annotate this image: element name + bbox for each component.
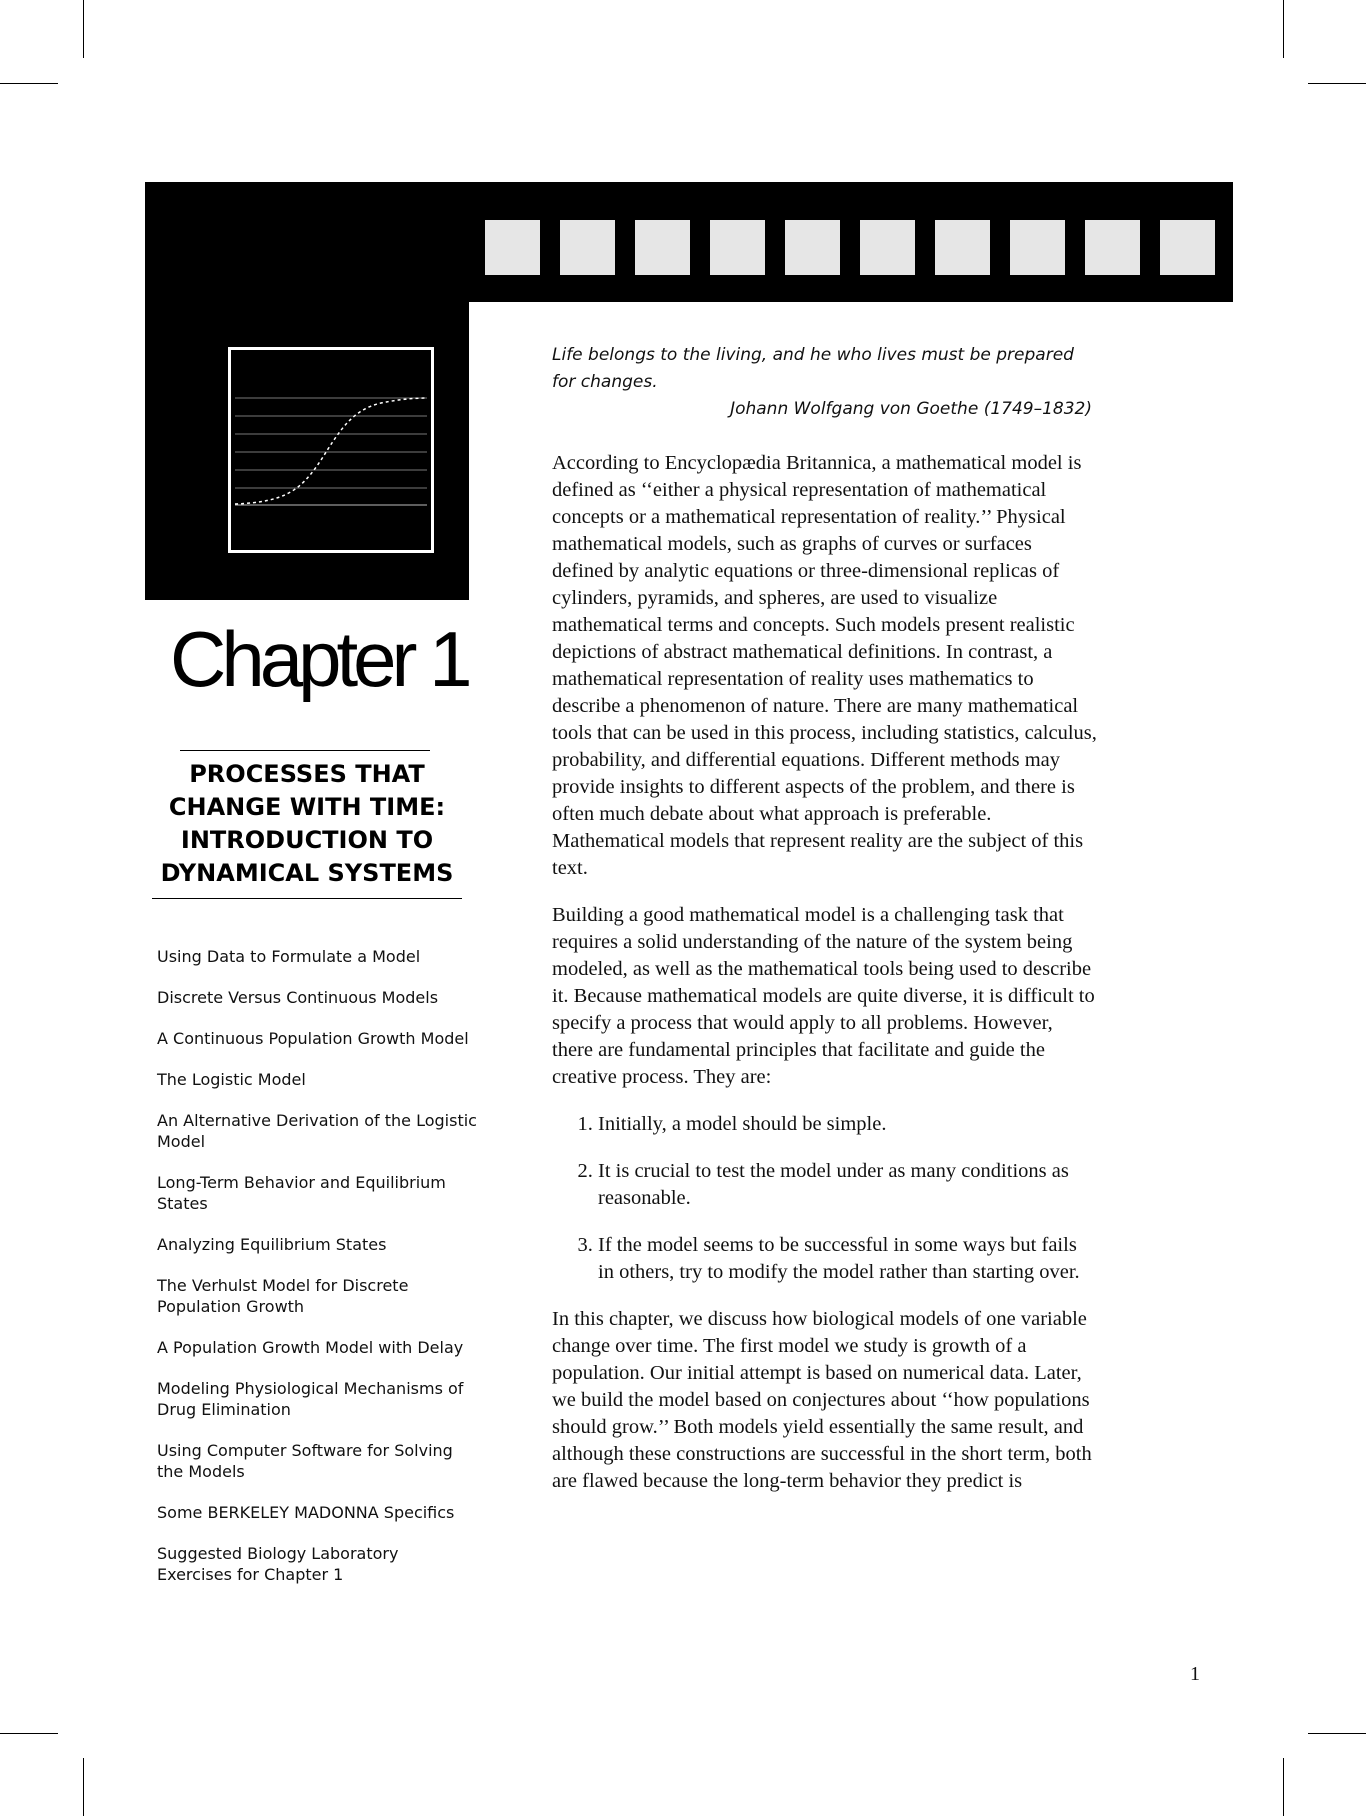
- crop-mark: [1283, 0, 1284, 58]
- crop-mark: [83, 1758, 84, 1816]
- paragraph: According to Encyclopædia Britannica, a mathematical model is defined as ‘‘either a physical representation of mathematical concepts or a mathematical representation of reality.’’ Physical mathematical models, such as graphs of curves or surfaces defined by analytic equations or three-dimensional replicas of cylinders, pyramids, and spheres, are used to visualize mathematical terms and concepts. Such models present realistic depictions of abstract mathematical definitions. In contrast, a mathematical representation of reality uses mathematics to describe a phenomenon of nature. There are many mathematical tools that can be used in this process, including statistics, calculus, probability, and differential equations. Different methods may provide insights to different aspects of the problem, and there is often much debate about what approach is preferable. Mathematical models that represent reality are the subject of this text.: [552, 452, 1097, 879]
- toc-item: Some BERKELEY MADONNA Specifics: [157, 1503, 455, 1522]
- logistic-curve-illustration: [228, 347, 434, 553]
- toc-item: The Verhulst Model for Discrete Population Growth: [157, 1276, 409, 1316]
- toc-item: Long-Term Behavior and Equilibrium States: [157, 1173, 446, 1213]
- chapter-title: PROCESSES THAT CHANGE WITH TIME: INTRODUCTION TO DYNAMICAL SYSTEMS: [160, 760, 454, 887]
- film-strip-square: [560, 220, 615, 275]
- toc-item: Analyzing Equilibrium States: [157, 1235, 387, 1254]
- chapter-heading: Chapter 1: [170, 615, 468, 703]
- crop-mark: [1283, 1758, 1284, 1816]
- film-strip-square: [860, 220, 915, 275]
- list-item: 1. Initially, a model should be simple.: [598, 1111, 1097, 1138]
- crop-mark: [0, 83, 58, 84]
- crop-mark: [1308, 1733, 1366, 1734]
- toc-item: Modeling Physiological Mechanisms of Drug Elimination: [157, 1379, 464, 1419]
- film-strip-square: [1010, 220, 1065, 275]
- film-strip-square: [1085, 220, 1140, 275]
- paragraph: Building a good mathematical model is a challenging task that requires a solid understanding of the nature of the system being modeled, as well as the mathematical tools being used to describe it. Because mathematical models are quite diverse, it is difficult to specify a process that would apply to all problems. However, there are fundamental principles that facilitate and guide the creative process. They are:: [552, 904, 1095, 1088]
- chapter-contents: [157, 946, 477, 1605]
- epigraph: [552, 342, 1092, 423]
- toc-item: Using Computer Software for Solving the Models: [157, 1441, 453, 1481]
- crop-mark: [83, 0, 84, 58]
- epigraph-attribution: Johann Wolfgang von Goethe (1749–1832): [730, 399, 1092, 419]
- toc-item: A Continuous Population Growth Model: [157, 1029, 469, 1048]
- toc-item: Suggested Biology Laboratory Exercises for Chapter 1: [157, 1544, 399, 1584]
- title-rule-top: [180, 750, 430, 751]
- title-rule-bottom: [152, 898, 462, 899]
- paragraph: In this chapter, we discuss how biological models of one variable change over time. The first model we study is growth of a population. Our initial attempt is based on numerical data. Later, we build the model based on conjectures about ‘‘how populations should grow.’’ Both models yield essentially the same result, and although these constructions are successful in the short term, both are flawed because the long-term behavior they predict is: [552, 1308, 1092, 1492]
- toc-item: Discrete Versus Continuous Models: [157, 988, 439, 1007]
- crop-mark: [1308, 83, 1366, 84]
- list-item: 3. If the model seems to be successful in some ways but fails in others, try to modify the model rather than starting over.: [598, 1232, 1097, 1286]
- film-strip-square: [935, 220, 990, 275]
- film-strip-square: [485, 220, 540, 275]
- film-strip-square: [785, 220, 840, 275]
- toc-item: An Alternative Derivation of the Logistic Model: [157, 1111, 477, 1151]
- epigraph-quote: Life belongs to the living, and he who lives must be prepared for changes.: [552, 345, 1074, 392]
- film-strip-square: [635, 220, 690, 275]
- crop-mark: [0, 1733, 58, 1734]
- film-strip-square: [710, 220, 765, 275]
- list-item: 2. It is crucial to test the model under as many conditions as reasonable.: [598, 1158, 1097, 1212]
- principles-list: [552, 1111, 1097, 1286]
- toc-item: Using Data to Formulate a Model: [157, 947, 421, 966]
- toc-item: A Population Growth Model with Delay: [157, 1338, 464, 1357]
- logistic-curve-image: [231, 350, 431, 550]
- body-text: [552, 450, 1097, 1515]
- film-strip-square: [1160, 220, 1215, 275]
- toc-item: The Logistic Model: [157, 1070, 306, 1089]
- page-number: 1: [1190, 1663, 1200, 1685]
